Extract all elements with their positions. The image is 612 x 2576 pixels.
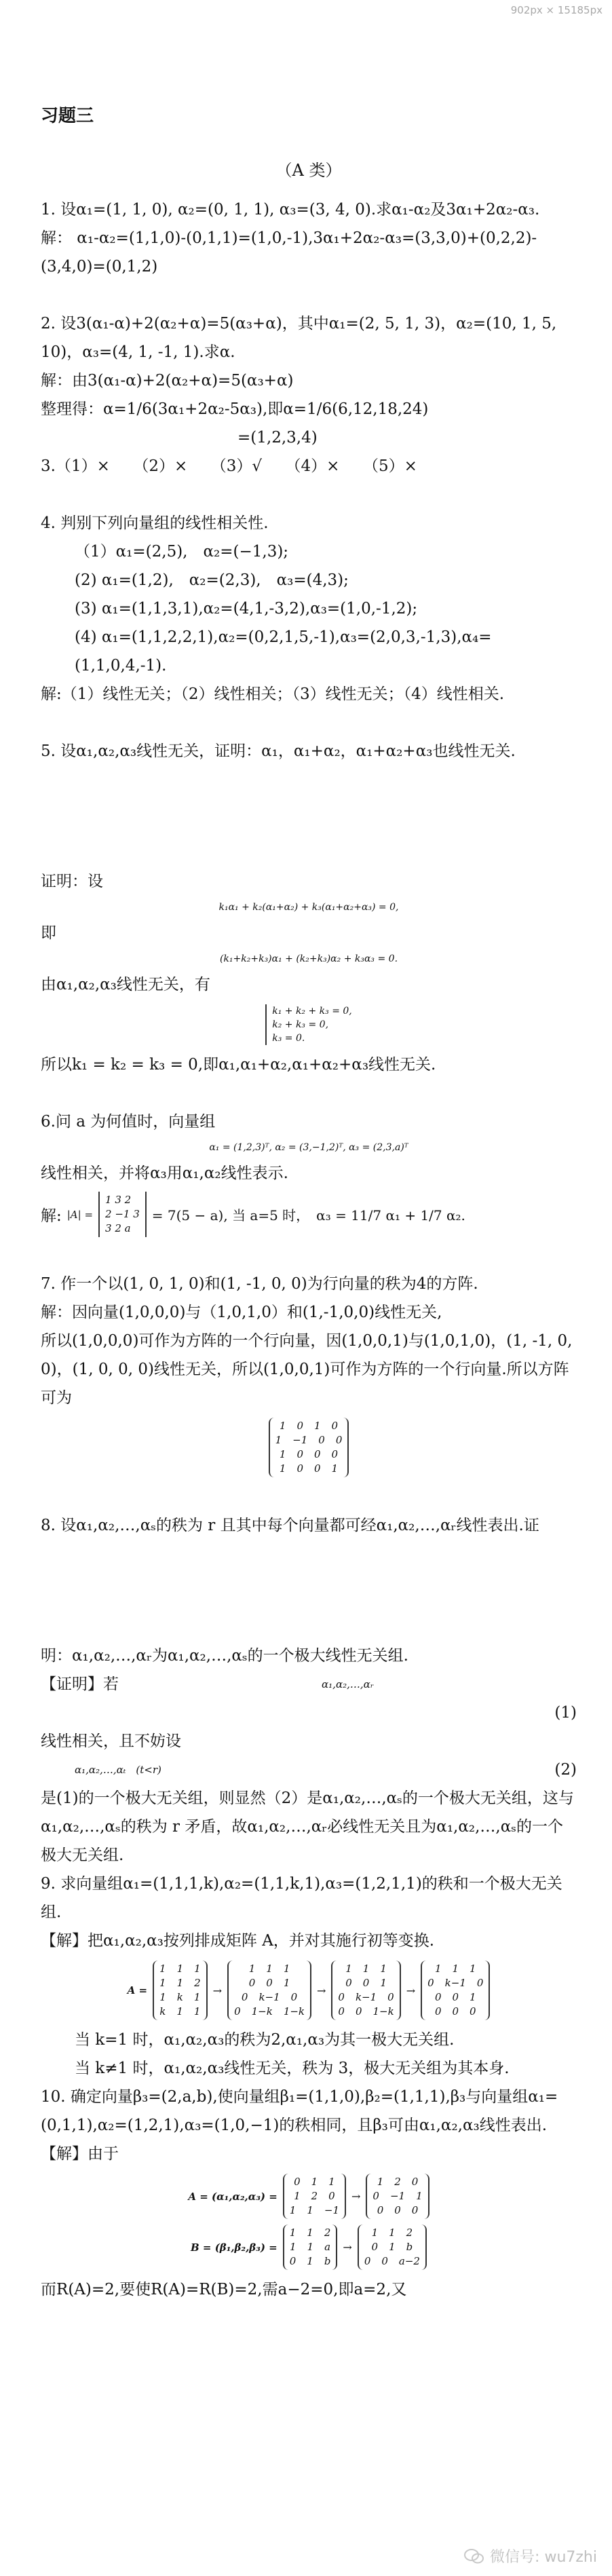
matrix-row	[275, 1419, 343, 1433]
watermark-text: 微信号: wu7zhi	[490, 2549, 597, 2566]
matrix-cell: 1	[248, 1963, 256, 1975]
problem-2-solution-1: 解：由3(α₁-α)+2(α₂+α)=5(α₃+α)	[41, 372, 294, 390]
matrix-row	[338, 1962, 394, 1976]
matrix-cell: 0	[313, 1448, 321, 1460]
matrix-cell: −1	[389, 2190, 406, 2202]
det-row: 3 2 a	[105, 1222, 131, 1234]
matrix-cell: k−1	[444, 1977, 466, 1989]
matrix-cell: 1	[193, 2005, 201, 2018]
matrix-B-label: B = (β₁,β₂,β₃) =	[191, 2241, 278, 2254]
problem-10-matrix-B	[41, 2224, 577, 2270]
equation-number-1-row	[41, 1699, 577, 1727]
matrix-A-original	[283, 2174, 346, 2219]
matrix-cell: −1	[324, 2204, 339, 2216]
system-line: k₁ + k₂ + k₃ = 0,	[272, 1006, 352, 1017]
problem-6-statement: 6.问 a 为何值时，向量组	[41, 1113, 216, 1131]
matrix-cell: 1	[371, 2227, 379, 2239]
matrix-row	[364, 2254, 420, 2269]
matrix-cell: b	[406, 2241, 413, 2253]
matrix-cell: 0	[476, 1977, 484, 1989]
matrix-row	[290, 2189, 339, 2203]
problem-8-statement-2: 明：α₁,α₂,…,αᵣ为α₁,α₂,…,αₛ的一个极大线性无关组.	[41, 1647, 408, 1665]
matrix-cell: b	[324, 2255, 331, 2267]
matrix-cell: 1−k	[251, 2005, 273, 2018]
matrix-cell: 1	[283, 1977, 290, 1989]
problem-10-statement: 10. 确定向量β₃=(2,a,b),使向量组β₁=(1,1,0),β₂=(1,1,1),β₃与向量组α₁=(0,1,1),α₂=(1,2,1),α₃=(1,0,−1)的秩相同，且β₃可由α₁,α₂,α₃线性表出.	[41, 2088, 558, 2134]
matrix-cell: 0	[355, 2005, 362, 2018]
matrix-cell: 0	[345, 1977, 352, 1989]
arrow-icon: →	[343, 2241, 352, 2254]
matrix-row	[364, 2240, 420, 2254]
problem-7-statement: 7. 作一个以(1, 0, 1, 0)和(1, -1, 0, 0)为行向量的秩为4的方阵.	[41, 1275, 478, 1293]
matrix-row	[427, 2005, 483, 2019]
problem-9-case-1: 当 k=1 时，α₁,α₂,α₃的秩为2,α₁,α₃为其一极大无关组.	[75, 2031, 455, 2049]
matrix-row	[159, 1976, 201, 1990]
problem-6-statement-2: 线性相关，并将α₃用α₁,α₂线性表示.	[41, 1164, 288, 1182]
matrix-cell: 1	[331, 1462, 339, 1475]
problem-5-ji: 即	[41, 924, 56, 942]
wechat-watermark	[464, 2545, 597, 2566]
problem-2-solution-3: =(1,2,3,4)	[237, 429, 318, 447]
matrix-cell: 0	[362, 1977, 370, 1989]
matrix-row	[427, 1962, 483, 1976]
matrix-cell: 1	[313, 1420, 321, 1432]
matrix-cell: 0	[411, 2204, 419, 2216]
section-heading: （A 类）	[275, 161, 342, 180]
problem-9-case-2: 当 k≠1 时，α₁,α₂,α₃线性无关，秩为 3，极大无关组为其本身.	[75, 2060, 510, 2077]
det-row: 1 3 2	[105, 1194, 132, 1206]
matrix-cell: 0	[470, 2005, 476, 2018]
matrix-cell: 1	[275, 1434, 282, 1446]
problem-6-vectors: α₁ = (1,2,3)ᵀ, α₂ = (3,−1,2)ᵀ, α₃ = (2,3,a)ᵀ	[209, 1142, 408, 1153]
matrix-cell: 1	[307, 2204, 313, 2216]
matrix-cell: 0	[313, 1462, 321, 1475]
matrix-cell: 1	[279, 1420, 286, 1432]
matrix-cell: 0	[297, 1420, 303, 1432]
problem-5-proof-start: 证明：设	[41, 873, 103, 890]
problem-5-conclusion: 所以k₁ = k₂ = k₃ = 0,即α₁,α₁+α₂,α₁+α₂+α₃线性无关.	[41, 1056, 436, 1074]
matrix-cell: 0	[338, 1991, 345, 2003]
problem-10-conclusion: 而R(A)=2,要使R(A)=R(B)=2,需a−2=0,即a=2,又	[41, 2281, 407, 2298]
matrix-cell: 1	[416, 2190, 423, 2202]
matrix-cell: 0	[318, 1434, 325, 1446]
matrix-row	[275, 1462, 343, 1476]
problem-4-item-3: (3) α₁=(1,1,3,1),α₂=(4,1,-3,2),α₃=(1,0,-1,2);	[75, 600, 418, 618]
matrix-cell: 0	[452, 2005, 459, 2018]
arrow-icon: →	[406, 1984, 416, 1997]
problem-9-statement: 9. 求向量组α₁=(1,1,1,k),α₂=(1,1,k,1),α₃=(1,2,1,1)的秩和一个极大无关组.	[41, 1875, 562, 1921]
proof-label: 【证明】若	[41, 1675, 119, 1693]
problem-3-answers: 3.（1）× （2）× （3）√ （4）× （5）×	[41, 457, 417, 475]
matrix-cell: a−2	[398, 2255, 420, 2267]
problem-7-matrix-block	[41, 1418, 577, 1477]
matrix-cell: 0	[434, 1991, 442, 2003]
matrix-cell: 1	[194, 1963, 201, 1975]
problem-4-item-2: (2) α₁=(1,2), α₂=(2,3), α₃=(4,3);	[75, 571, 349, 589]
matrix-A-4	[421, 1961, 490, 2020]
problem-5-equation-1: k₁α₁ + k₂(α₁+α₂) + k₃(α₁+α₂+α₃) = 0,	[218, 902, 399, 913]
matrix-cell: 0	[427, 1977, 434, 1989]
matrix-cell: k−1	[259, 1991, 280, 2003]
matrix-cell: 0	[331, 1448, 339, 1460]
matrix-cell: 1	[176, 1963, 184, 1975]
matrix-cell: 2	[324, 2227, 331, 2239]
matrix-cell: k	[176, 1991, 183, 2003]
matrix-cell: 1−k	[372, 2005, 394, 2018]
matrix-cell: 1	[279, 1448, 286, 1460]
matrix-cell: 2	[194, 1977, 201, 1989]
matrix-cell: 1	[389, 2241, 396, 2253]
matrix-cell: 1−k	[283, 2005, 305, 2018]
problem-8-statement: 8. 设α₁,α₂,…,αₛ的秩为 r 且其中每个向量都可经α₁,α₂,…,αᵣ线性表出.证	[41, 1517, 539, 1534]
matrix-cell: 1	[159, 1991, 166, 2003]
matrix-A-1	[153, 1961, 208, 2020]
matrix-B-original	[283, 2224, 338, 2270]
matrix-row	[372, 2189, 422, 2203]
matrix-cell: 1	[389, 2227, 396, 2239]
matrix-cell: 1	[434, 1963, 442, 1975]
problem-8-proof-start	[41, 1670, 577, 1699]
matrix-row	[290, 2203, 339, 2218]
matrix-cell: 1	[176, 1977, 184, 1989]
matrix-row	[372, 2175, 422, 2189]
matrix-row	[234, 1962, 305, 1976]
wechat-icon	[464, 2548, 484, 2564]
problem-8-set-2-row	[41, 1756, 577, 1784]
matrix-cell: 1	[294, 2190, 301, 2202]
problem-4-item-1: （1）α₁=(2,5), α₂=(−1,3);	[75, 543, 289, 561]
matrix-A-2	[227, 1961, 311, 2020]
matrix-cell: 1	[452, 1963, 459, 1975]
problem-9-solution-1: 【解】把α₁,α₂,α₃按列排成矩阵 A，并对其施行初等变换.	[41, 1932, 435, 1950]
matrix-A-3	[331, 1961, 400, 2020]
problem-9-matrices	[41, 1961, 577, 2020]
matrix-cell: 1	[380, 1963, 387, 1975]
matrix-row	[364, 2226, 420, 2240]
matrix-cell: 2	[394, 2176, 401, 2188]
matrix-cell: 1	[311, 2176, 318, 2188]
matrix-cell: 0	[248, 1977, 256, 1989]
matrix-cell: 1	[307, 2241, 314, 2253]
matrix-cell: 1	[279, 1462, 286, 1475]
matrix-row	[338, 2005, 394, 2019]
system-line: k₂ + k₃ = 0,	[272, 1019, 329, 1030]
matrix-row	[234, 1990, 305, 2005]
problem-2-solution-2: 整理得：α=1/6(3α₁+2α₂-5α₃),即α=1/6(6,12,18,24)	[41, 400, 429, 418]
matrix-cell: 1	[470, 1991, 476, 2003]
matrix-cell: 0	[372, 2190, 379, 2202]
problem-8-proof-3: 是(1)的一个极大无关组，则显然（2）是α₁,α₂,…,αₛ的一个极大无关组，这与α₁,α₂,…,αₛ的秩为 r 矛盾，故α₁,α₂,…,αᵣ必线性无关且为α₁,α₂,…,αₛ的一个极大无关组.	[41, 1789, 574, 1864]
matrix-row	[290, 2175, 339, 2189]
solution-label: 解:	[41, 1207, 62, 1225]
matrix-cell: 1	[283, 1963, 290, 1975]
matrix-A-label: A =	[127, 1984, 148, 1996]
matrix-row	[427, 1990, 483, 2005]
matrix-cell: 1	[290, 2241, 297, 2253]
det-label: |A| =	[66, 1208, 94, 1221]
matrix-row	[234, 1976, 305, 1990]
det-row: 2 −1 3	[105, 1208, 140, 1220]
matrix-cell: 1	[377, 2176, 384, 2188]
matrix-cell: 2	[406, 2227, 413, 2239]
matrix-cell: 0	[381, 2255, 388, 2267]
determinant	[98, 1192, 147, 1237]
arrow-icon: →	[212, 1984, 223, 1997]
matrix-row	[338, 1976, 394, 1990]
matrix-cell: 1	[159, 1977, 166, 1989]
problem-10-matrix-A	[41, 2174, 577, 2219]
matrix-cell: 1	[362, 1963, 370, 1975]
problem-10-solution-1: 【解】由于	[41, 2145, 119, 2163]
matrix-cell: 2	[311, 2190, 318, 2202]
matrix-cell: 0	[289, 2255, 297, 2267]
problem-5-system	[41, 1004, 577, 1045]
arrow-icon: →	[351, 2190, 361, 2203]
matrix-cell: 0	[434, 2005, 442, 2018]
problem-1-solution: 解： α₁-α₂=(1,1,0)-(0,1,1)=(1,0,-1),3α₁+2α₂-α₃=(3,3,0)+(0,2,2)-(3,4,0)=(0,1,2)	[41, 229, 537, 276]
matrix-cell: 0	[331, 1420, 339, 1432]
matrix-cell: 0	[266, 1977, 273, 1989]
matrix-cell: 0	[371, 2241, 379, 2253]
problem-1-statement: 1. 设α₁=(1, 1, 0), α₂=(0, 1, 1), α₃=(3, 4, 0).求α₁-α₂及3α₁+2α₂-α₃.	[41, 201, 540, 219]
problem-5-statement: 5. 设α₁,α₂,α₃线性无关，证明：α₁，α₁+α₂，α₁+α₂+α₃也线性无关.	[41, 742, 516, 760]
matrix-row	[275, 1433, 343, 1447]
matrix-cell: 0	[241, 1991, 248, 2003]
matrix-cell: 0	[364, 2255, 371, 2267]
matrix-row	[159, 1990, 201, 2005]
det-result: = 7(5 − a), 当 a=5 时， α₃ = 11/7 α₁ + 1/7 α₂.	[151, 1207, 465, 1224]
matrix-row	[290, 2240, 331, 2254]
matrix-cell: 0	[297, 1462, 303, 1475]
page-title: 习题三	[41, 106, 94, 126]
matrix-row	[290, 2226, 331, 2240]
problem-7-solution-1: 解：因向量(1,0,0,0)与（1,0,1,0）和(1,-1,0,0)线性无关,	[41, 1304, 442, 1321]
matrix-row	[234, 2005, 305, 2019]
page-size-label: 902px × 15185px	[510, 4, 603, 16]
matrix-cell: 1	[307, 2227, 313, 2239]
matrix-cell: 0	[377, 2204, 384, 2216]
matrix-cell: 1	[289, 2204, 297, 2216]
matrix-cell: k−1	[355, 1991, 377, 2003]
matrix-cell: 0	[290, 1991, 298, 2003]
document-body	[41, 102, 577, 2304]
matrix-A-reduced	[366, 2174, 429, 2219]
matrix-row	[159, 1962, 201, 1976]
matrix-cell: 0	[297, 1448, 303, 1460]
matrix-cell: 0	[452, 1991, 459, 2003]
matrix-row	[338, 1990, 394, 2005]
matrix-row	[275, 1447, 343, 1462]
matrix-cell: 0	[411, 2176, 419, 2188]
problem-4-statement: 4. 判别下列向量组的线性相关性.	[41, 514, 269, 532]
matrix-cell: a	[324, 2241, 331, 2253]
matrix-cell: 1	[266, 1963, 273, 1975]
matrix-cell: 1	[193, 1991, 201, 2003]
problem-2-statement: 2. 设3(α₁-α)+2(α₂+α)=5(α₃+α)，其中α₁=(2, 5, 1, 3)，α₂=(10, 1, 5, 10)，α₃=(4, 1, -1, 1).求α.	[41, 315, 557, 361]
matrix-cell: 0	[394, 2204, 401, 2216]
matrix-cell: 1	[380, 1977, 387, 1989]
matrix-cell: 0	[338, 2005, 345, 2018]
problem-4-solution: 解:（1）线性无关；（2）线性相关；（3）线性无关；（4）线性相关.	[41, 685, 505, 703]
matrix-cell: 0	[328, 2190, 335, 2202]
equation-number-2: (2)	[554, 1761, 577, 1779]
matrix-cell: 1	[328, 2176, 335, 2188]
equation-number-1: (1)	[554, 1704, 577, 1722]
matrix-row	[427, 1976, 483, 1990]
system-line: k₃ = 0.	[272, 1033, 305, 1044]
matrix-cell: 1	[345, 1963, 352, 1975]
matrix-cell: −1	[292, 1434, 308, 1446]
matrix-4x4	[269, 1418, 349, 1477]
matrix-A-label: A = (α₁,α₂,α₃) =	[188, 2190, 278, 2203]
matrix-row	[290, 2254, 331, 2269]
set-2: α₁,α₂,…,αₜ (t<r)	[75, 1764, 161, 1776]
problem-6-solution	[41, 1192, 577, 1237]
problem-5-proof-mid: 由α₁,α₂,α₃线性无关，有	[41, 976, 210, 993]
matrix-cell: 0	[294, 2176, 301, 2188]
matrix-cell: 1	[289, 2227, 297, 2239]
problem-7-solution-2: 所以(1,0,0,0)可作为方阵的一个行向量，因(1,0,0,1)与(1,0,1,0)，(1, -1, 0, 0)，(1, 0, 0, 0)线性无关，所以(1,0,0,1)可作为方阵的一个行向量.所以方阵可为	[41, 1332, 573, 1407]
matrix-cell: 1	[470, 1963, 476, 1975]
matrix-cell: 1	[159, 1963, 166, 1975]
problem-4-item-4: (4) α₁=(1,1,2,2,1),α₂=(0,2,1,5,-1),α₃=(2,0,3,-1,3),α₄=(1,1,0,4,-1).	[75, 628, 492, 675]
matrix-cell: k	[159, 2005, 166, 2018]
matrix-cell: 0	[234, 2005, 241, 2018]
matrix-cell: 0	[335, 1434, 343, 1446]
problem-5-equation-2: (k₁+k₂+k₃)α₁ + (k₂+k₃)α₂ + k₃α₃ = 0.	[219, 953, 398, 964]
matrix-cell: 1	[176, 2005, 183, 2018]
matrix-row	[159, 2005, 201, 2019]
matrix-cell: 1	[307, 2255, 313, 2267]
matrix-B-reduced	[358, 2224, 427, 2270]
problem-8-proof-2: 线性相关，且不妨设	[41, 1732, 181, 1750]
set-1: α₁,α₂,…,αᵣ	[322, 1678, 374, 1690]
matrix-row	[372, 2203, 422, 2218]
matrix-cell: 0	[387, 1991, 394, 2003]
arrow-icon: →	[317, 1984, 326, 1997]
